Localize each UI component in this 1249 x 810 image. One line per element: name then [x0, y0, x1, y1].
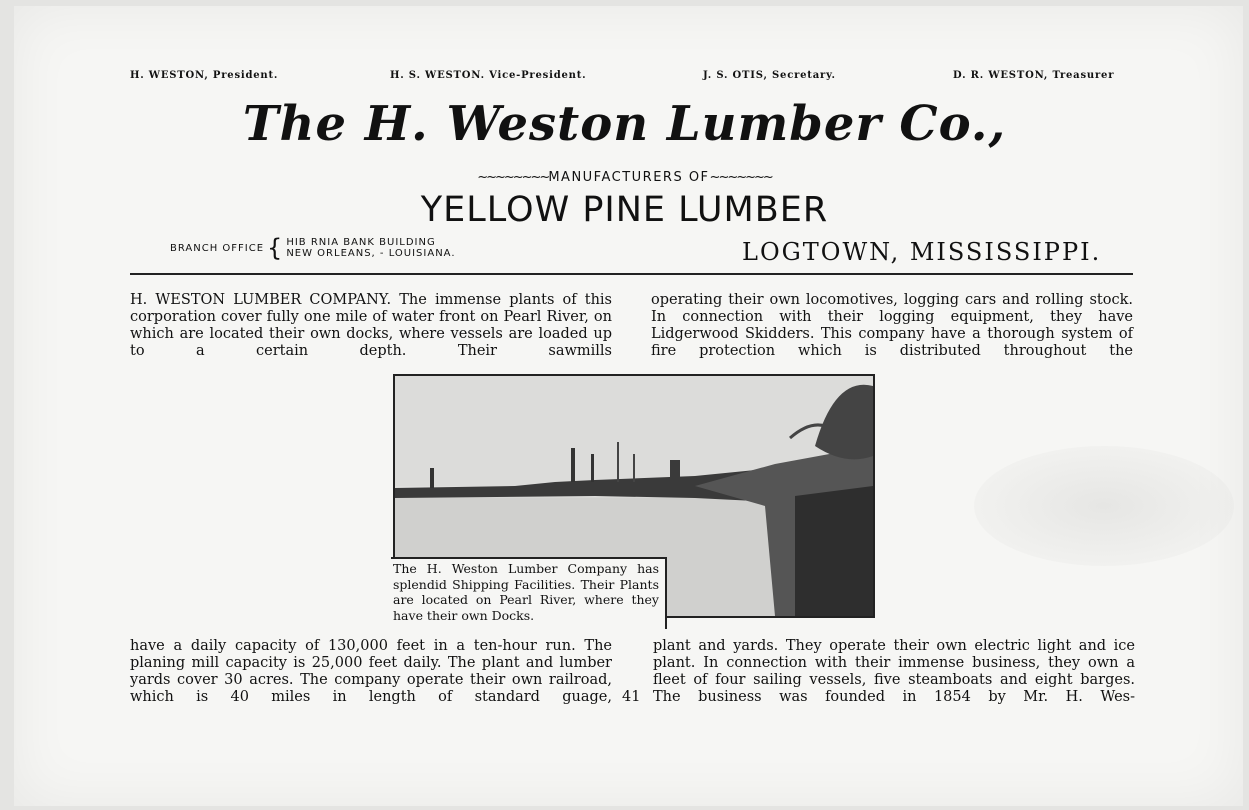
wave-left: ~~~~~~~~	[477, 170, 549, 185]
article-paragraph: H. WESTON LUMBER COMPANY. The immense plants of this corporation cover fully one mile of water front on Pearl River, on which are located their own docks, where vessels are loaded up to a certain depth. Their sawmills	[130, 292, 612, 359]
page-number: 41	[622, 689, 641, 705]
officer-vice-president: H. S. WESTON. Vice-President.	[390, 70, 587, 81]
caption-text: The H. Weston Lumber Company has splendid Shipping Facilities. Their Plants are located on Pearl River, where they have their own Docks.	[393, 561, 659, 623]
manufacturers-of-label: MANUFACTURERS OF	[548, 170, 710, 185]
officer-president: H. WESTON, President.	[130, 70, 279, 81]
article-paragraph: operating their own locomotives, logging cars and rolling stock. In connection with their logging equipment, they have Lidgerwood Skidders. This company have a thorough system of fire protection which is distributed throughout the	[651, 292, 1133, 359]
branch-office	[170, 236, 456, 260]
product-title: YELLOW PINE LUMBER	[420, 190, 829, 230]
article-paragraph: plant and yards. They operate their own electric light and ice plant. In connection with their immense business, they own a fleet of four sailing vessels, five steamboats and eight barges. The business was founded in 1854 by Mr. H. Wes-	[653, 638, 1135, 705]
location: LOGTOWN, MISSISSIPPI.	[742, 238, 1102, 266]
branch-address	[286, 237, 455, 259]
branch-label: BRANCH OFFICE	[170, 242, 265, 254]
officer-secretary: J. S. OTIS, Secretary.	[703, 70, 836, 81]
article-top-right	[651, 292, 1133, 360]
branch-address-line-1: HIB RNIA BANK BUILDING	[286, 237, 436, 248]
article-bottom-left	[130, 638, 612, 706]
water-stain	[974, 446, 1234, 566]
branch-address-line-2: NEW ORLEANS, - LOUISIANA.	[286, 248, 456, 259]
officer-treasurer: D. R. WESTON, Treasurer	[953, 70, 1115, 81]
header-rule	[130, 273, 1133, 275]
company-name: The H. Weston Lumber Co.,	[242, 96, 1007, 152]
photo-caption	[391, 557, 667, 629]
article-bottom-right	[653, 638, 1135, 706]
article-paragraph: have a daily capacity of 130,000 feet in a ten-hour run. The planing mill capacity is 25,000 feet daily. The plant and lumber yards cover 30 acres. The company operate their own railroad, which is 40 miles in length of standard guage,	[130, 638, 612, 705]
brace-symbol: {	[267, 234, 284, 262]
article-top-left	[130, 292, 612, 360]
manufacturers-of-line	[0, 170, 1249, 185]
wave-right: ~~~~~~~	[709, 170, 772, 185]
